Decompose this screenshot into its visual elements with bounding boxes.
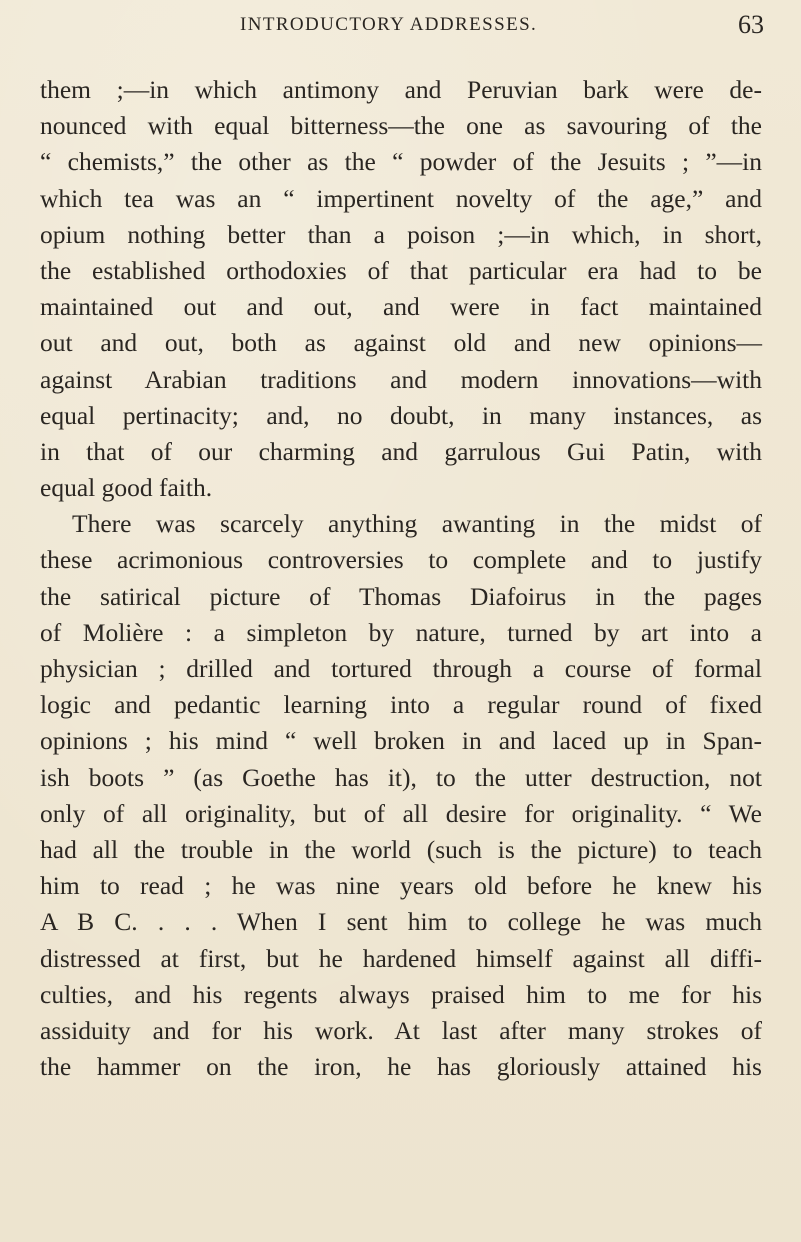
text-line: had all the trouble in the world (such is the picture) to teach xyxy=(40,834,762,864)
text-line: these acrimonious controversies to complete and to justify xyxy=(40,545,762,575)
text-line: ish boots ” (as Goethe has it), to the utter destruction, not xyxy=(40,762,762,792)
text-line: opinions ; his mind “ well broken in and laced up in Span- xyxy=(40,726,762,756)
text-line: opium nothing better than a poison ;—in which, in short, xyxy=(40,219,762,249)
text-line: distressed at first, but he hardened himself against all diffi- xyxy=(40,943,762,973)
text-line: equal pertinacity; and, no doubt, in many instances, as xyxy=(40,400,762,430)
text-line: culties, and his regents always praised him to me for his xyxy=(40,979,762,1009)
text-line: of Molière : a simpleton by nature, turned by art into a xyxy=(40,617,762,647)
text-line: the satirical picture of Thomas Diafoirus in the pages xyxy=(40,581,762,611)
paragraph-end-line: equal good faith. xyxy=(40,473,213,503)
page-number: 63 xyxy=(738,10,764,39)
running-head: INTRODUCTORY ADDRESSES. xyxy=(240,14,538,35)
paragraph-start-line: There was scarcely anything awanting in the midst of xyxy=(72,509,762,539)
text-line: maintained out and out, and were in fact maintained xyxy=(40,292,762,322)
text-line: the hammer on the iron, he has gloriously attained his xyxy=(40,1052,762,1082)
text-line: “ chemists,” the other as the “ powder of the Jesuits ; ”—in xyxy=(40,147,762,177)
text-line: the established orthodoxies of that particular era had to be xyxy=(40,255,762,285)
text-line: physician ; drilled and tortured through a course of formal xyxy=(40,654,762,683)
text-line: logic and pedantic learning into a regular round of fixed xyxy=(40,690,762,720)
text-line: only of all originality, but of all desire for originality. “ We xyxy=(40,798,762,828)
text-line: them ;—in which antimony and Peruvian bark were de- xyxy=(40,75,762,104)
text-line: in that of our charming and garrulous Gui Patin, with xyxy=(40,436,762,466)
text-line: A B C. . . . When I sent him to college he was much xyxy=(40,907,762,937)
text-line: against Arabian traditions and modern innovations—with xyxy=(40,364,762,394)
text-line: him to read ; he was nine years old before he knew his xyxy=(40,871,762,901)
text-line: which tea was an “ impertinent novelty of the age,” and xyxy=(40,183,762,213)
body-text xyxy=(40,72,762,1085)
text-line: assiduity and for his work. At last after many strokes of xyxy=(40,1015,762,1045)
text-line: out and out, both as against old and new opinions— xyxy=(40,328,762,358)
text-line: nounced with equal bitterness—the one as savouring of the xyxy=(40,111,762,141)
